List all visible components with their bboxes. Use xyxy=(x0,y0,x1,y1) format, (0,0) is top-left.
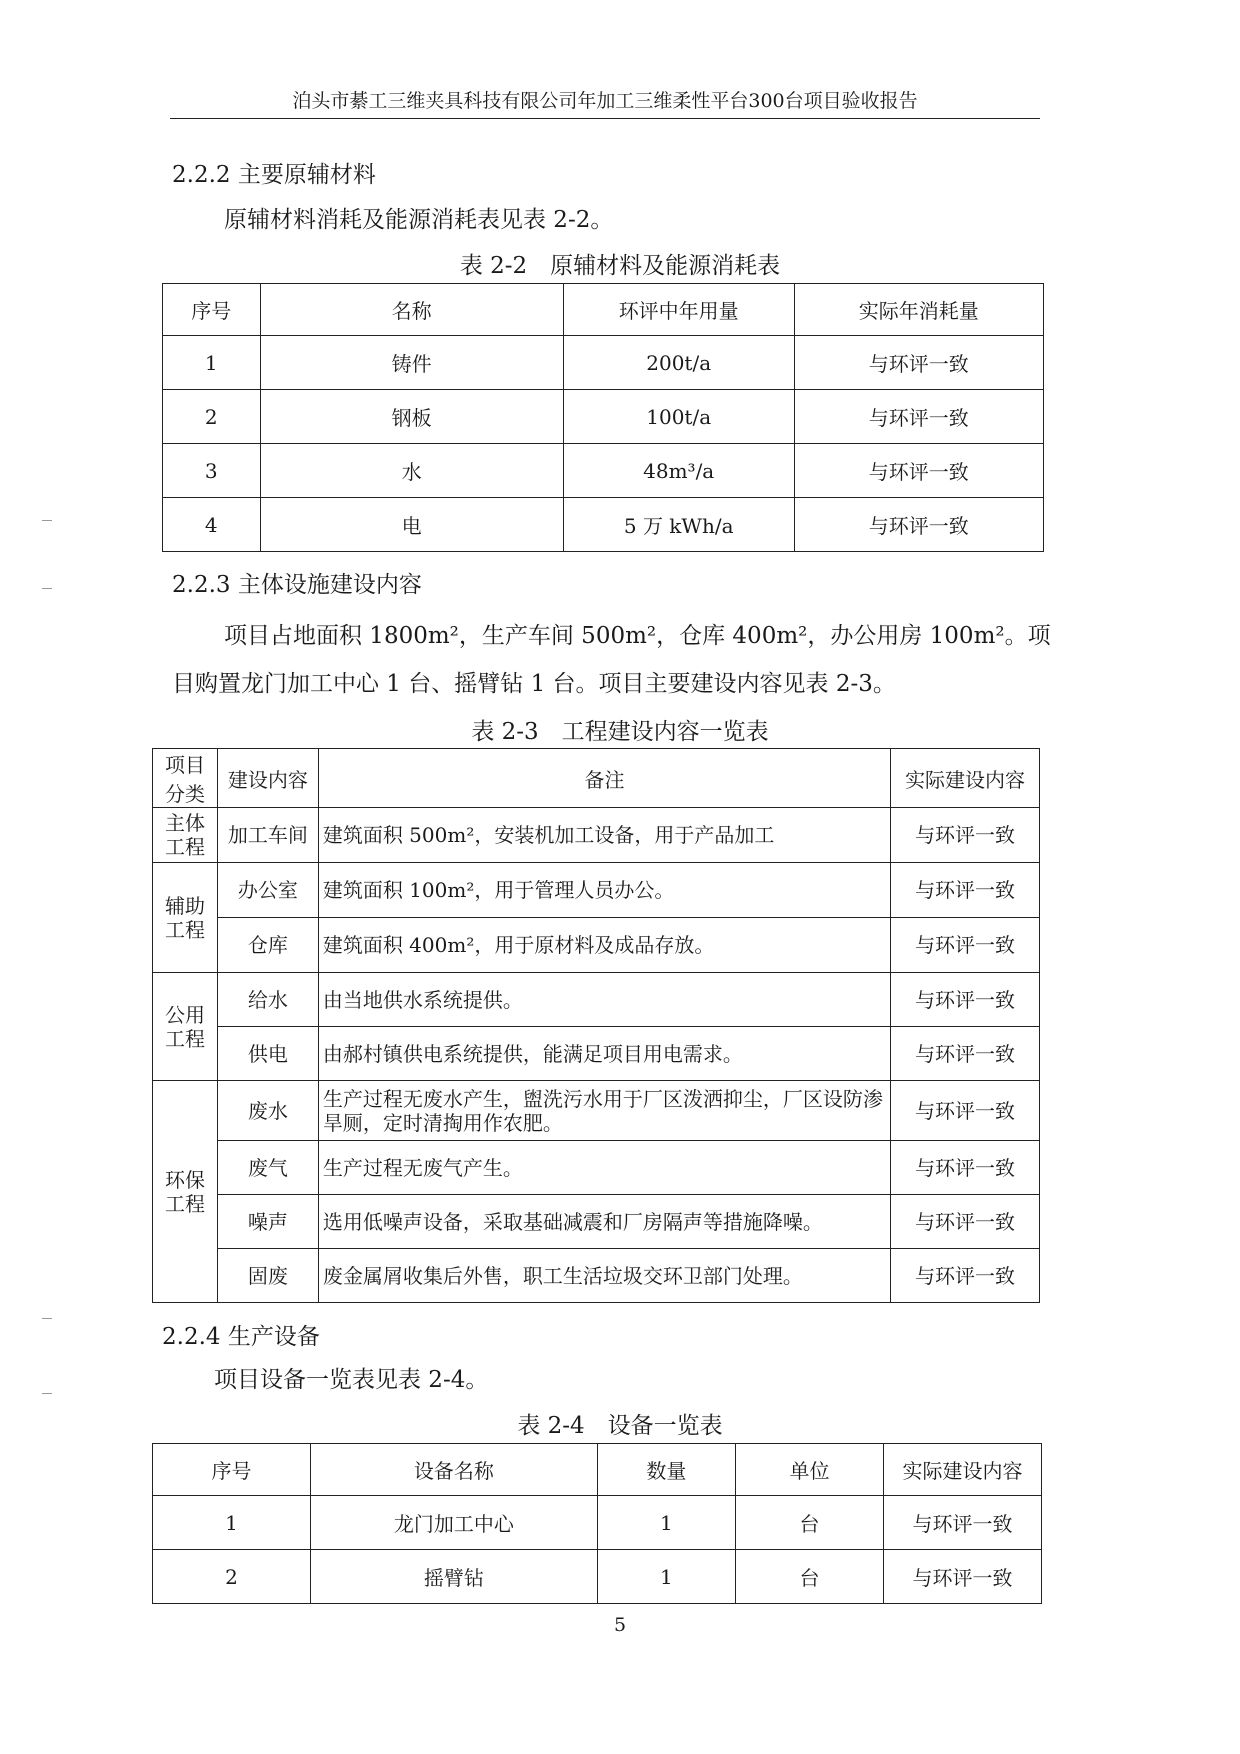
quantity: 1 xyxy=(597,1550,735,1604)
planned-amount: 200t/a xyxy=(563,336,794,390)
note-cell: 生产过程无废气产生。 xyxy=(318,1141,890,1195)
section-intro-224: 项目设备一览表见表 2-4。 xyxy=(214,1367,489,1393)
header-cell: 项目分类 xyxy=(153,749,218,808)
actual-cell: 与环评一致 xyxy=(891,863,1040,918)
note-cell: 建筑面积 500m²，安装机加工设备，用于产品加工 xyxy=(318,808,890,863)
note-cell: 建筑面积 100m²，用于管理人员办公。 xyxy=(318,863,890,918)
actual-cell: 与环评一致 xyxy=(891,1081,1040,1141)
actual-cell: 与环评一致 xyxy=(891,918,1040,973)
quantity: 1 xyxy=(597,1496,735,1550)
material-name: 铸件 xyxy=(260,336,563,390)
material-name: 电 xyxy=(260,498,563,552)
item-cell: 加工车间 xyxy=(217,808,318,863)
header-cell: 名称 xyxy=(260,284,563,336)
note-cell: 生产过程无废水产生，盥洗污水用于厂区泼洒抑尘，厂区设防渗旱厕，定时清掏用作农肥。 xyxy=(318,1081,890,1141)
row-number: 2 xyxy=(153,1550,311,1604)
actual-cell: 与环评一致 xyxy=(884,1496,1042,1550)
table-row xyxy=(153,1249,1040,1303)
section-title-222: 2.2.2 主要原辅材料 xyxy=(172,162,376,188)
table-row xyxy=(153,1027,1040,1081)
note-cell: 废金属屑收集后外售，职工生活垃圾交环卫部门处理。 xyxy=(318,1249,890,1303)
header-cell: 实际年消耗量 xyxy=(794,284,1043,336)
actual-cell: 与环评一致 xyxy=(891,973,1040,1027)
table-row xyxy=(163,336,1044,390)
category-cell: 辅助工程 xyxy=(153,863,218,973)
table-row xyxy=(163,444,1044,498)
actual-cell: 与环评一致 xyxy=(891,1249,1040,1303)
actual-amount: 与环评一致 xyxy=(794,444,1043,498)
row-number: 4 xyxy=(163,498,261,552)
table-row xyxy=(153,1195,1040,1249)
item-cell: 供电 xyxy=(217,1027,318,1081)
item-cell: 办公室 xyxy=(217,863,318,918)
row-number: 1 xyxy=(163,336,261,390)
section-para-223-line1: 项目占地面积 1800m²，生产车间 500m²，仓库 400m²，办公用房 100m²。项 xyxy=(224,623,1051,649)
item-cell: 固废 xyxy=(217,1249,318,1303)
row-number: 1 xyxy=(153,1496,311,1550)
actual-amount: 与环评一致 xyxy=(794,336,1043,390)
section-title-224: 2.2.4 生产设备 xyxy=(162,1324,320,1350)
section-intro-222: 原辅材料消耗及能源消耗表见表 2-2。 xyxy=(224,207,614,233)
item-cell: 废气 xyxy=(217,1141,318,1195)
table-row xyxy=(153,1081,1040,1141)
header-cell: 序号 xyxy=(153,1444,311,1496)
table-row xyxy=(153,1550,1042,1604)
actual-cell: 与环评一致 xyxy=(884,1550,1042,1604)
table-2-4 xyxy=(152,1443,1042,1604)
item-cell: 给水 xyxy=(217,973,318,1027)
table-caption-2-2: 表 2-2 原辅材料及能源消耗表 xyxy=(459,253,781,279)
table-row xyxy=(153,808,1040,863)
note-cell: 由郝村镇供电系统提供，能满足项目用电需求。 xyxy=(318,1027,890,1081)
planned-amount: 48m³/a xyxy=(563,444,794,498)
section-title-223: 2.2.3 主体设施建设内容 xyxy=(172,572,422,598)
scan-mark xyxy=(42,520,52,521)
planned-amount: 100t/a xyxy=(563,390,794,444)
unit: 台 xyxy=(735,1496,883,1550)
table-caption-2-3: 表 2-3 工程建设内容一览表 xyxy=(471,719,769,745)
scan-mark xyxy=(42,1318,52,1319)
planned-amount: 5 万 kWh/a xyxy=(563,498,794,552)
table-row xyxy=(153,1496,1042,1550)
actual-cell: 与环评一致 xyxy=(891,1195,1040,1249)
header-cell: 数量 xyxy=(597,1444,735,1496)
table-2-3 xyxy=(152,748,1040,1303)
material-name: 水 xyxy=(260,444,563,498)
scan-mark xyxy=(42,588,52,589)
actual-amount: 与环评一致 xyxy=(794,498,1043,552)
page-number: 5 xyxy=(613,1614,627,1636)
unit: 台 xyxy=(735,1550,883,1604)
actual-cell: 与环评一致 xyxy=(891,1141,1040,1195)
scan-mark xyxy=(42,1393,52,1394)
item-cell: 废水 xyxy=(217,1081,318,1141)
category-cell: 主体工程 xyxy=(153,808,218,863)
table-row xyxy=(153,863,1040,918)
actual-cell: 与环评一致 xyxy=(891,808,1040,863)
header-cell: 建设内容 xyxy=(217,749,318,808)
header-cell: 设备名称 xyxy=(310,1444,597,1496)
header-cell: 单位 xyxy=(735,1444,883,1496)
header-cell: 环评中年用量 xyxy=(563,284,794,336)
actual-amount: 与环评一致 xyxy=(794,390,1043,444)
row-number: 3 xyxy=(163,444,261,498)
equipment-name: 摇臂钻 xyxy=(310,1550,597,1604)
table-row xyxy=(163,498,1044,552)
table-2-2 xyxy=(162,283,1044,552)
header-cell: 实际建设内容 xyxy=(884,1444,1042,1496)
header-cell: 实际建设内容 xyxy=(891,749,1040,808)
item-cell: 噪声 xyxy=(217,1195,318,1249)
header-cell: 序号 xyxy=(163,284,261,336)
item-cell: 仓库 xyxy=(217,918,318,973)
category-cell: 公用工程 xyxy=(153,973,218,1081)
table-header-row xyxy=(153,1444,1042,1496)
table-row xyxy=(153,973,1040,1027)
material-name: 钢板 xyxy=(260,390,563,444)
note-cell: 由当地供水系统提供。 xyxy=(318,973,890,1027)
header-cell: 备注 xyxy=(318,749,890,808)
table-caption-2-4: 表 2-4 设备一览表 xyxy=(517,1413,723,1439)
equipment-name: 龙门加工中心 xyxy=(310,1496,597,1550)
table-row xyxy=(153,1141,1040,1195)
actual-cell: 与环评一致 xyxy=(891,1027,1040,1081)
note-cell: 选用低噪声设备，采取基础减震和厂房隔声等措施降噪。 xyxy=(318,1195,890,1249)
row-number: 2 xyxy=(163,390,261,444)
table-header-row xyxy=(163,284,1044,336)
note-cell: 建筑面积 400m²，用于原材料及成品存放。 xyxy=(318,918,890,973)
section-para-223-line2: 目购置龙门加工中心 1 台、摇臂钻 1 台。项目主要建设内容见表 2-3。 xyxy=(172,671,896,697)
table-header-row xyxy=(153,749,1040,808)
category-cell: 环保工程 xyxy=(153,1081,218,1303)
table-row xyxy=(153,918,1040,973)
table-row xyxy=(163,390,1044,444)
page-header: 泊头市綦工三维夹具科技有限公司年加工三维柔性平台300台项目验收报告 xyxy=(170,88,1040,119)
